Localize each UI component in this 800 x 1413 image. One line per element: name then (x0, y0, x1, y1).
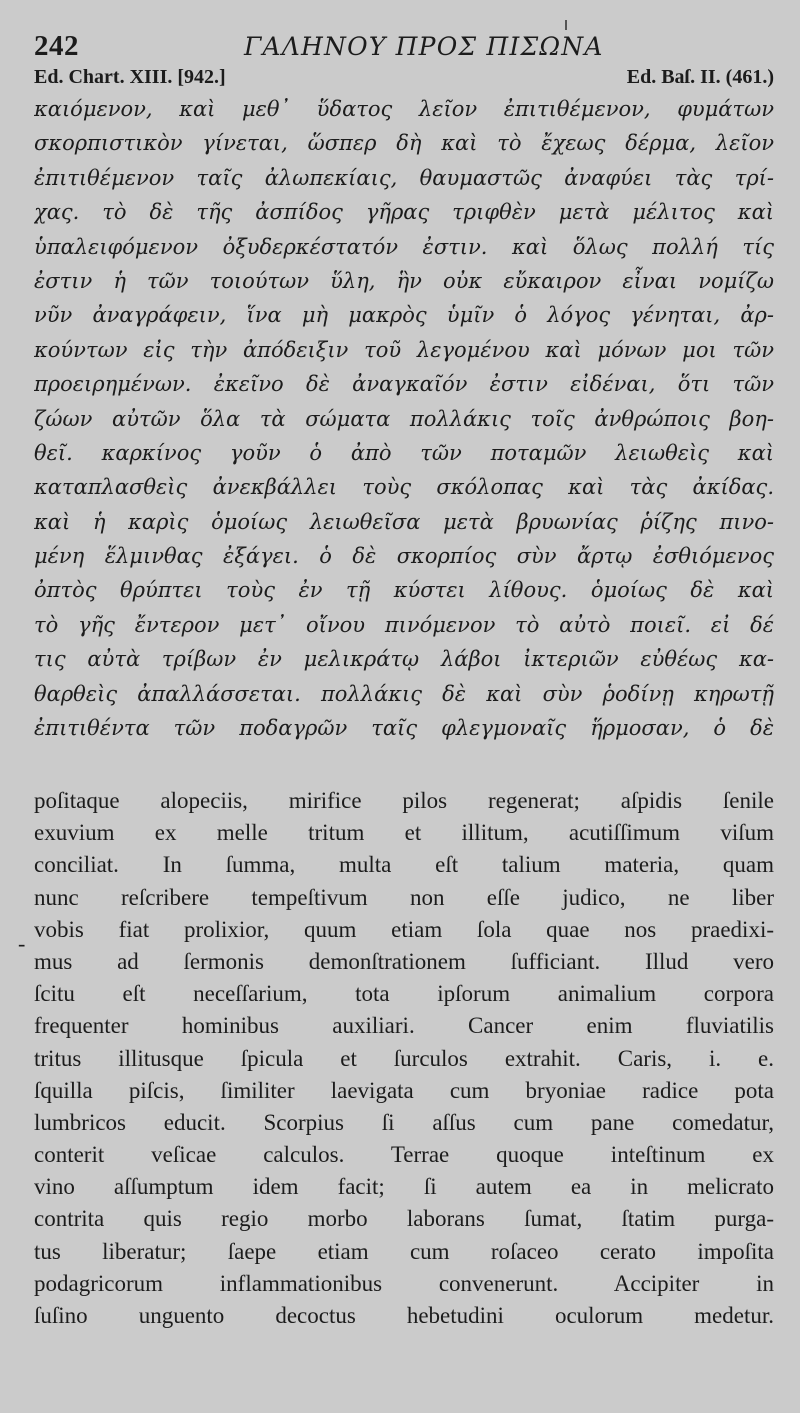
latin-line: conciliat. In ſumma, multa eſt talium materia, quam (34, 852, 774, 878)
edition-reference-line (34, 66, 774, 92)
greek-line: σκορπιστικὸν γίνεται, ὥσπερ δὴ καὶ τὸ ἔχεως δέρμα, λεῖον (34, 131, 774, 156)
running-title: ΓΑΛΗΝΟΥ ΠΡΟΣ ΠΙΣΩΝΑ (244, 32, 604, 61)
greek-line: ὀπτὸς θρύπτει τοὺς ἐν τῇ κύστει λίθους. ὁμοίως δὲ καὶ (34, 578, 774, 603)
greek-line: ἐπιτιθέντα τῶν ποδαγρῶν ταῖς φλεγμοναῖς ἥρμοσαν, ὁ δὲ (34, 716, 774, 741)
greek-line: ὑπαλειφόμενον ὀξυδερκέστατόν ἐστιν. καὶ ὅλως πολλή τίς (34, 234, 774, 259)
edition-chartier-ref: Ed. Chart. XIII. [942.] (34, 66, 226, 88)
latin-text-block (34, 785, 774, 1332)
page-number: 242 (34, 30, 79, 62)
latin-line: frequenter hominibus auxiliari. Cancer enim fluviatilis (34, 1013, 774, 1039)
greek-line: καὶ ἡ καρὶς ὁμοίως λειωθεῖσα μετὰ βρυωνίας ῥίζης πινο- (34, 509, 774, 534)
greek-line: θαρθεὶς ἀπαλλάσσεται. πολλάκις δὲ καὶ σὺν ῥοδίνῃ κηρωτῇ (34, 681, 774, 706)
greek-line: ἐπιτιθέμενον ταῖς ἀλωπεκίαις, θαυμαστῶς ἀναφύει τὰς τρί- (34, 165, 774, 190)
latin-line: exuvium ex melle tritum et illitum, acutiſſimum viſum (34, 820, 774, 846)
greek-line: καιόμενον, καὶ μεθ᾽ ὕδατος λεῖον ἐπιτιθέμενον, φυμάτων (34, 97, 774, 121)
latin-line: ſuſino unguento decoctus hebetudini oculorum medetur. (34, 1303, 774, 1328)
greek-line: ζώων αὐτῶν ὅλα τὰ σώματα πολλάκις τοῖς ἀνθρώποις βοη- (34, 406, 774, 431)
greek-line: θεῖ. καρκίνος γοῦν ὁ ἀπὸ τῶν ποταμῶν λειωθεὶς καὶ (34, 440, 774, 465)
greek-line: τὸ γῆς ἔντερον μετ᾽ οἴνου πινόμενον τὸ αὐτὸ ποιεῖ. εἰ δέ (34, 612, 774, 637)
greek-line: καταπλασθεὶς ἀνεκβάλλει τοὺς σκόλοπας καὶ τὰς ἀκίδας. (34, 475, 774, 500)
latin-line: ſquilla piſcis, ſimiliter laevigata cum bryoniae radice pota (34, 1077, 774, 1103)
latin-line: vino aſſumptum idem facit; ſi autem ea in melicrato (34, 1174, 774, 1200)
latin-line: tritus illitusque ſpicula et ſurculos extrahit. Caris, i. e. (34, 1045, 774, 1071)
latin-line: podagricorum inflammationibus convenerunt. Accipiter in (34, 1270, 774, 1296)
latin-line: tus liberatur; ſaepe etiam cum roſaceo cerato impoſita (34, 1238, 774, 1264)
greek-line: προειρημένων. ἐκεῖνο δὲ ἀναγκαῖόν ἐστιν εἰδέναι, ὅτι τῶν (34, 372, 774, 397)
ink-mark (565, 20, 567, 30)
greek-line: κούντων εἰς τὴν ἀπόδειξιν τοῦ λεγομένου καὶ μόνων μοι τῶν (34, 337, 774, 362)
margin-mark: - (18, 931, 26, 956)
latin-line: mus ad ſermonis demonſtrationem ſufficiant. Illud vero (34, 948, 774, 974)
greek-line: νῦν ἀναγράφειν, ἵνα μὴ μακρὸς ὑμῖν ὁ λόγος γένηται, ἀρ- (34, 303, 774, 328)
latin-line: ſcitu eſt neceſſarium, tota ipſorum animalium corpora (34, 981, 774, 1007)
latin-line: nunc reſcribere tempeſtivum non eſſe judico, ne liber (34, 884, 774, 910)
latin-line: contrita quis regio morbo laborans ſumat, ſtatim purga- (34, 1206, 774, 1232)
latin-line: poſitaque alopeciis, mirifice pilos regenerat; aſpidis ſenile (34, 788, 774, 813)
greek-line: μένη ἕλμινθας ἐξάγει. ὁ δὲ σκορπίος σὺν ἄρτῳ ἐσθιόμενος (34, 544, 774, 569)
latin-line: lumbricos educit. Scorpius ſi aſſus cum pane comedatur, (34, 1109, 774, 1135)
greek-line: χας. τὸ δὲ τῆς ἀσπίδος γῆρας τριφθὲν μετὰ μέλιτος καὶ (34, 200, 774, 225)
greek-line: τις αὐτὰ τρίβων ἐν μελικράτῳ λάβοι ἰκτεριῶν εὐθέως κα- (34, 647, 774, 672)
greek-text-block (34, 92, 774, 745)
greek-line: ἐστιν ἡ τῶν τοιούτων ὕλη, ἣν οὐκ εὔκαιρον εἶναι νομίζω (34, 268, 774, 293)
running-head (34, 30, 774, 66)
latin-line: vobis fiat prolixior, quum etiam ſola quae nos praedixi- (34, 916, 774, 942)
edition-basel-ref: Ed. Baſ. II. (461.) (626, 66, 774, 88)
latin-line: conterit veſicae calculos. Terrae quoque inteſtinum ex (34, 1142, 774, 1168)
